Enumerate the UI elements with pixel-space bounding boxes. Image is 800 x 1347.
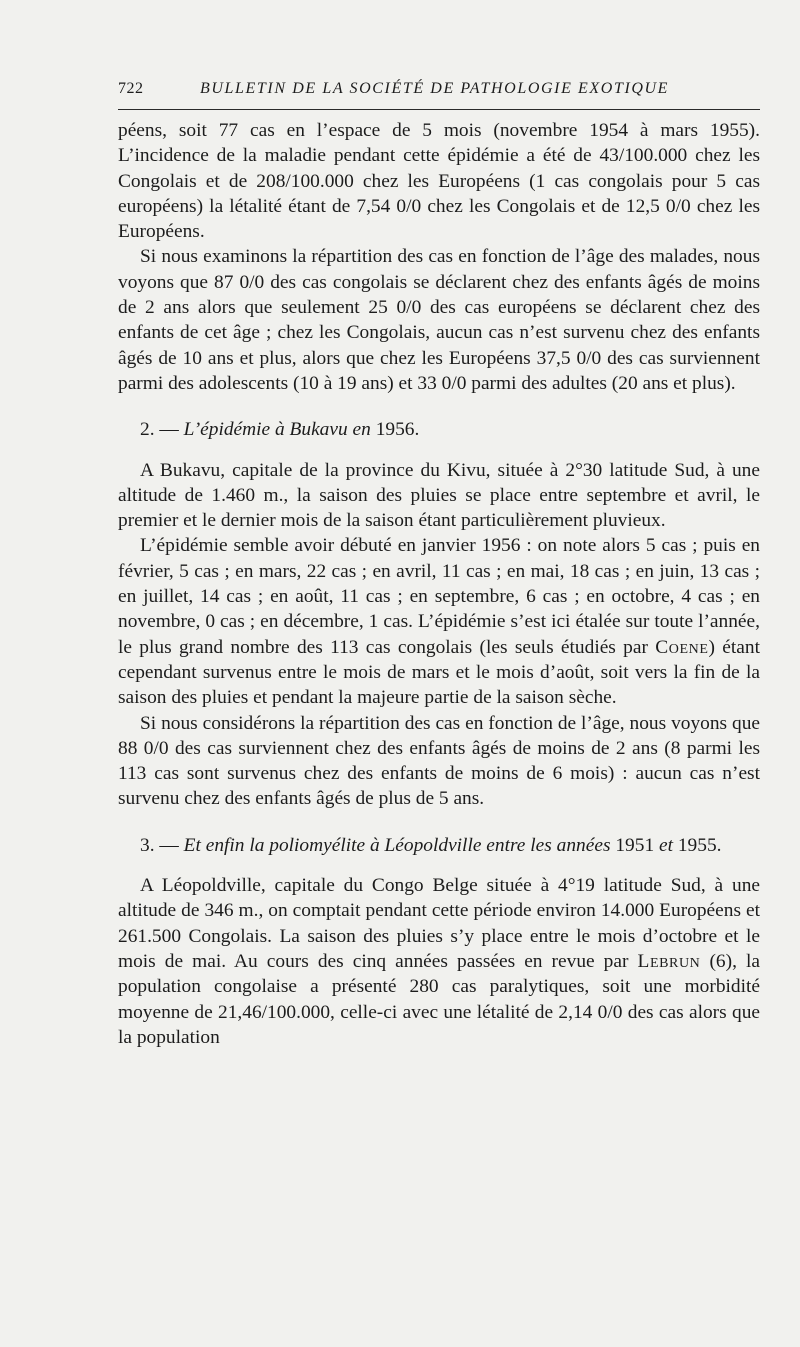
section-2-year: 1956. <box>375 419 420 441</box>
section-2-title: L’épidémie à Bukavu en <box>183 419 371 441</box>
body-text <box>118 118 760 1050</box>
section-3-title-a: Et enfin la poliomyélite à Léopoldville entre les années <box>183 834 611 856</box>
paragraph-1: péens, soit 77 cas en l’espace de 5 mois (novembre 1954 à mars 1955). L’incidence de la maladie pendant cette épidémie a été de 43/100.000 chez les Congolais et de 208/100.000 chez les Européens (1 cas congolais pour 5 cas européens) la létalité étant de 7,54 0/0 chez les Congolais et de 12,5 0/0 chez les Européens. <box>118 120 760 243</box>
page-number: 722 <box>118 80 144 97</box>
spacer <box>118 396 760 417</box>
paragraph-6 <box>118 873 760 1050</box>
paragraph-4-text-a: L’épidémie semble avoir débuté en janvier 1956 : on note alors 5 cas ; puis en février, 5 cas ; en mars, 22 cas ; en avril, 11 cas ; en mai, 18 cas ; en juin, 13 cas ; en juillet, 14 cas ; en août, 11 cas ; en septembre, 6 cas ; en octobre, 4 cas ; en novembre, 0 cas ; en décembre, 1 cas. L’épidémie s’est ici étalée sur toute l’année, le plus grand nombre des 113 cas congolais (les seuls étudiés par <box>118 535 760 658</box>
spacer <box>118 443 760 458</box>
spacer <box>118 858 760 873</box>
section-3-title-b: et <box>659 834 673 856</box>
section-3-heading <box>118 833 760 858</box>
header-rule <box>118 109 760 110</box>
section-2-heading <box>118 417 760 442</box>
author-lebrun: Lebrun <box>637 950 701 972</box>
section-3-number: 3. — <box>140 834 179 856</box>
paragraph-6-text-a: A Léopoldville, capitale du Congo Belge située à 4°19 latitude Sud, à une altitude de 346 m., on comptait pendant cette période environ 14.000 Européens et 261.500 Congolais. La saison des pluies s’y place entre le mois d’octobre et le mois de mai. Au cours des cinq années passées en revue par <box>118 875 760 972</box>
paragraph-6-text-b: (6), la population congolaise a présenté 280 cas paralytiques, soit une morbidité moyenne de 21,46/100.000, celle-ci avec une létalité de 2,14 0/0 des cas alors que la population <box>118 950 760 1048</box>
running-title: BULLETIN DE LA SOCIÉTÉ DE PATHOLOGIE EXOTIQUE <box>200 80 670 97</box>
section-3-year-a: 1951 <box>615 834 655 856</box>
paragraph-3: A Bukavu, capitale de la province du Kivu, située à 2°30 latitude Sud, à une altitude de 1.460 m., la saison des pluies se place entre septembre et avril, le premier et le dernier mois de la saison étant particulièrement pluvieux. <box>118 459 760 532</box>
paragraph-4-text-b: ) étant cependant survenus entre le mois de mars et le mois d’août, soit vers la fin de la saison des pluies et pendant la majeure partie de la saison sèche. <box>118 636 760 709</box>
section-3-year-b: 1955. <box>677 834 722 856</box>
paragraph-5: Si nous considérons la répartition des cas en fonction de l’âge, nous voyons que 88 0/0 des cas surviennent chez des enfants âgés de moins de 2 ans (8 parmi les 113 cas sont survenus chez des enfants de moins de 6 mois) : aucun cas n’est survenu chez des enfants âgés de plus de 5 ans. <box>118 712 760 810</box>
page-header <box>118 80 760 106</box>
spacer <box>118 812 760 833</box>
paragraph-4 <box>118 533 760 710</box>
section-2-number: 2. — <box>140 419 179 441</box>
paragraph-2: Si nous examinons la répartition des cas en fonction de l’âge des malades, nous voyons que 87 0/0 des cas congolais se déclarent chez des enfants âgés de moins de 2 ans alors que seulement 25 0/0 des cas européens se déclarent chez des enfants de cet âge ; chez les Congolais, aucun cas n’est survenu chez des enfants âgés de 10 ans et plus, alors que chez les Européens 37,5 0/0 des cas surviennent parmi des adolescents (10 à 19 ans) et 33 0/0 parmi des adultes (20 ans et plus). <box>118 246 760 394</box>
author-coene: Coene <box>655 636 709 658</box>
